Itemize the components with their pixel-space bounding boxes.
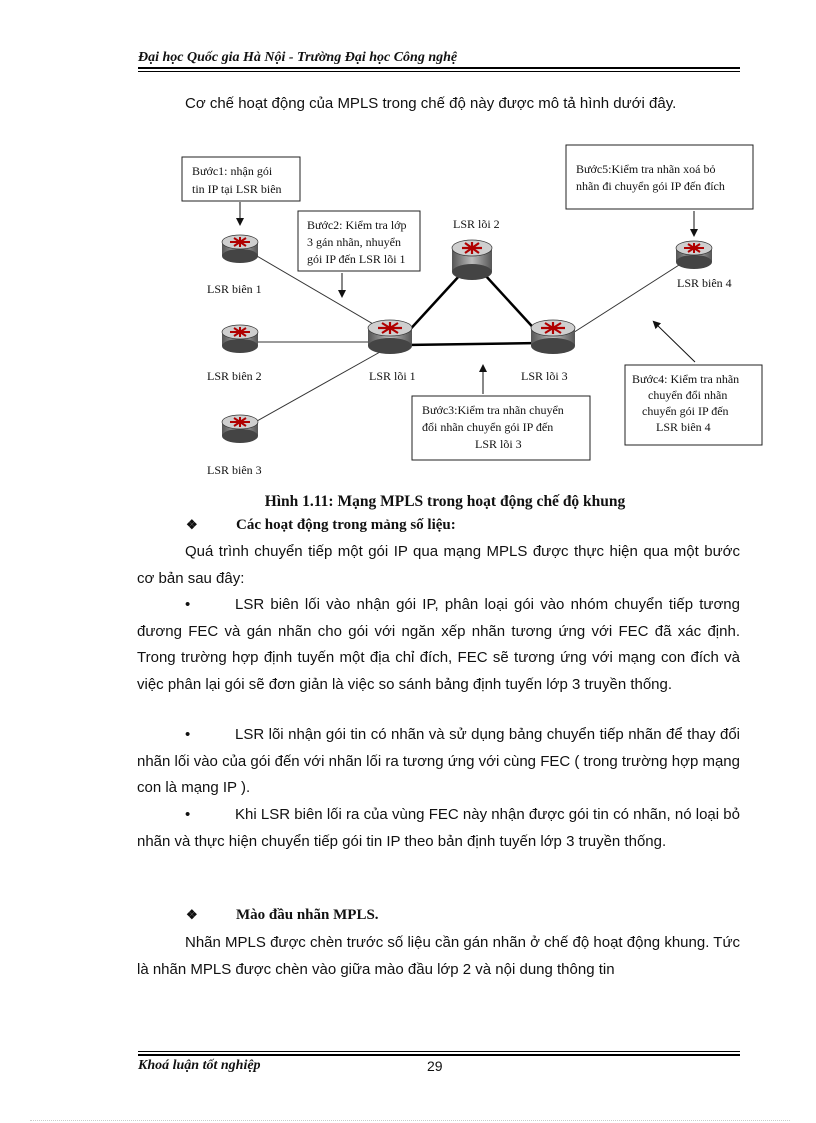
step5-line2: nhãn đi chuyển gói IP đến đích [576,179,725,193]
bullet-dot-icon: • [185,806,191,823]
diamond-bullet-icon: ❖ [186,907,198,922]
footer-rule [138,1054,740,1056]
step4-line4: LSR biên 4 [656,420,711,434]
bullet-text-1: LSR biên lối vào nhận gói IP, phân loại gói vào nhóm chuyển tiếp tương đương FEC và gán nhãn cho gói với ngăn xếp nhãn tương ứng với FEC đã xác định. Trong trường hợp định tuyến một địa chỉ đích, FEC sẽ tương ứng với mạng con đích và việc phân lại gói sẽ đơn giản là việc so sánh bảng định tuyến lớp 3 truyền thống. [137,596,740,693]
bullet-paragraph-1 [137,592,740,698]
header-rule-thin [138,71,740,72]
mpls-network-figure [170,140,770,485]
router-loi2 [452,240,492,280]
section2-heading-text: Mào đầu nhãn MPLS. [236,907,379,923]
label-bien4: LSR biên 4 [677,276,732,290]
step4-arrow [654,322,695,362]
step3-line2: đổi nhãn chuyển gói IP đến [422,420,554,434]
link-bien3-loi1 [248,352,380,426]
label-loi2: LSR lõi 2 [453,217,500,231]
section1-heading-text: Các hoạt động trong mảng số liệu: [236,517,456,533]
link-loi3-bien4 [565,258,690,338]
footer-rule-thin [138,1051,740,1052]
link-loi1-loi2 [405,275,460,335]
intro-text: Cơ chế hoạt động của MPLS trong chế độ này được mô tả hình dưới đây. [185,95,677,112]
section2-text: Nhãn MPLS được chèn trước số liệu cần gán nhãn ở chế độ hoạt động khung. Tức là nhãn MPLS được chèn vào giữa mào đầu lớp 2 và nội dung thông tin [137,934,740,978]
section1-intro: Quá trình chuyển tiếp một gói IP qua mạng MPLS được thực hiện qua một bước cơ bản sau đây: [137,543,740,587]
step2-line1: Bước2: Kiểm tra lớp [307,218,407,232]
router-loi3 [531,320,575,354]
page-number: 29 [427,1058,443,1074]
section2-heading [186,907,379,924]
step3-line1: Bước3:Kiểm tra nhãn chuyển [422,403,564,417]
header-title: Đại học Quốc gia Hà Nội - Trường Đại học Công nghệ [138,50,458,65]
step5-line1: Bước5:Kiểm tra nhãn xoá bỏ [576,162,716,176]
step4-line1: Bước4: Kiểm tra nhãn [632,372,740,386]
step1-line1: Bước1: nhận gói [192,164,273,178]
bullet-paragraph-2 [137,722,740,802]
diamond-bullet-icon: ❖ [186,517,198,532]
section1-heading [186,517,456,534]
step3-line3: LSR lõi 3 [475,437,522,451]
label-loi1: LSR lõi 1 [369,369,416,383]
bullet-paragraph-3 [137,802,740,855]
step2-line2: 3 gán nhãn, nhuyển [307,235,401,249]
bullet-text-2: LSR lõi nhận gói tin có nhãn và sử dụng bảng chuyển tiếp nhãn để thay đổi nhãn lối vào của gói đến với nhãn lối ra tương ứng với cùng FEC ( trong trường hợp mạng con là mạng IP ). [137,726,740,796]
step4-line2: chuyển đổi nhãn [648,388,728,402]
router-bien3 [222,415,258,443]
bullet-text-3: Khi LSR biên lối ra của vùng FEC này nhận được gói tin có nhãn, nó loại bỏ nhãn và thực hiện chuyển tiếp gói tin IP theo bản định tuyến lớp 3 truyền thống. [137,806,740,850]
step5-box [566,145,753,209]
link-loi1-loi3 [405,343,540,345]
step4-line3: chuyển gói IP đến [642,404,729,418]
router-bien4 [676,241,712,269]
router-bien2 [222,325,258,353]
bullet-dot-icon: • [185,726,191,743]
label-bien3: LSR biên 3 [207,463,262,477]
step1-line2: tin IP tại LSR biên [192,182,282,196]
router-loi1 [368,320,412,354]
label-loi3: LSR lõi 3 [521,369,568,383]
bullet-dot-icon: • [185,596,191,613]
label-bien2: LSR biên 2 [207,369,262,383]
router-bien1 [222,235,258,263]
figure-caption: Hình 1.11: Mạng MPLS trong hoạt động chế độ khung [264,493,626,510]
label-bien1: LSR biên 1 [207,282,262,296]
footer-title: Khoá luận tốt nghiệp [138,1058,261,1073]
header-rule [138,67,740,69]
step2-line3: gói IP đến LSR lõi 1 [307,252,406,266]
page-edge-divider [30,1120,790,1121]
